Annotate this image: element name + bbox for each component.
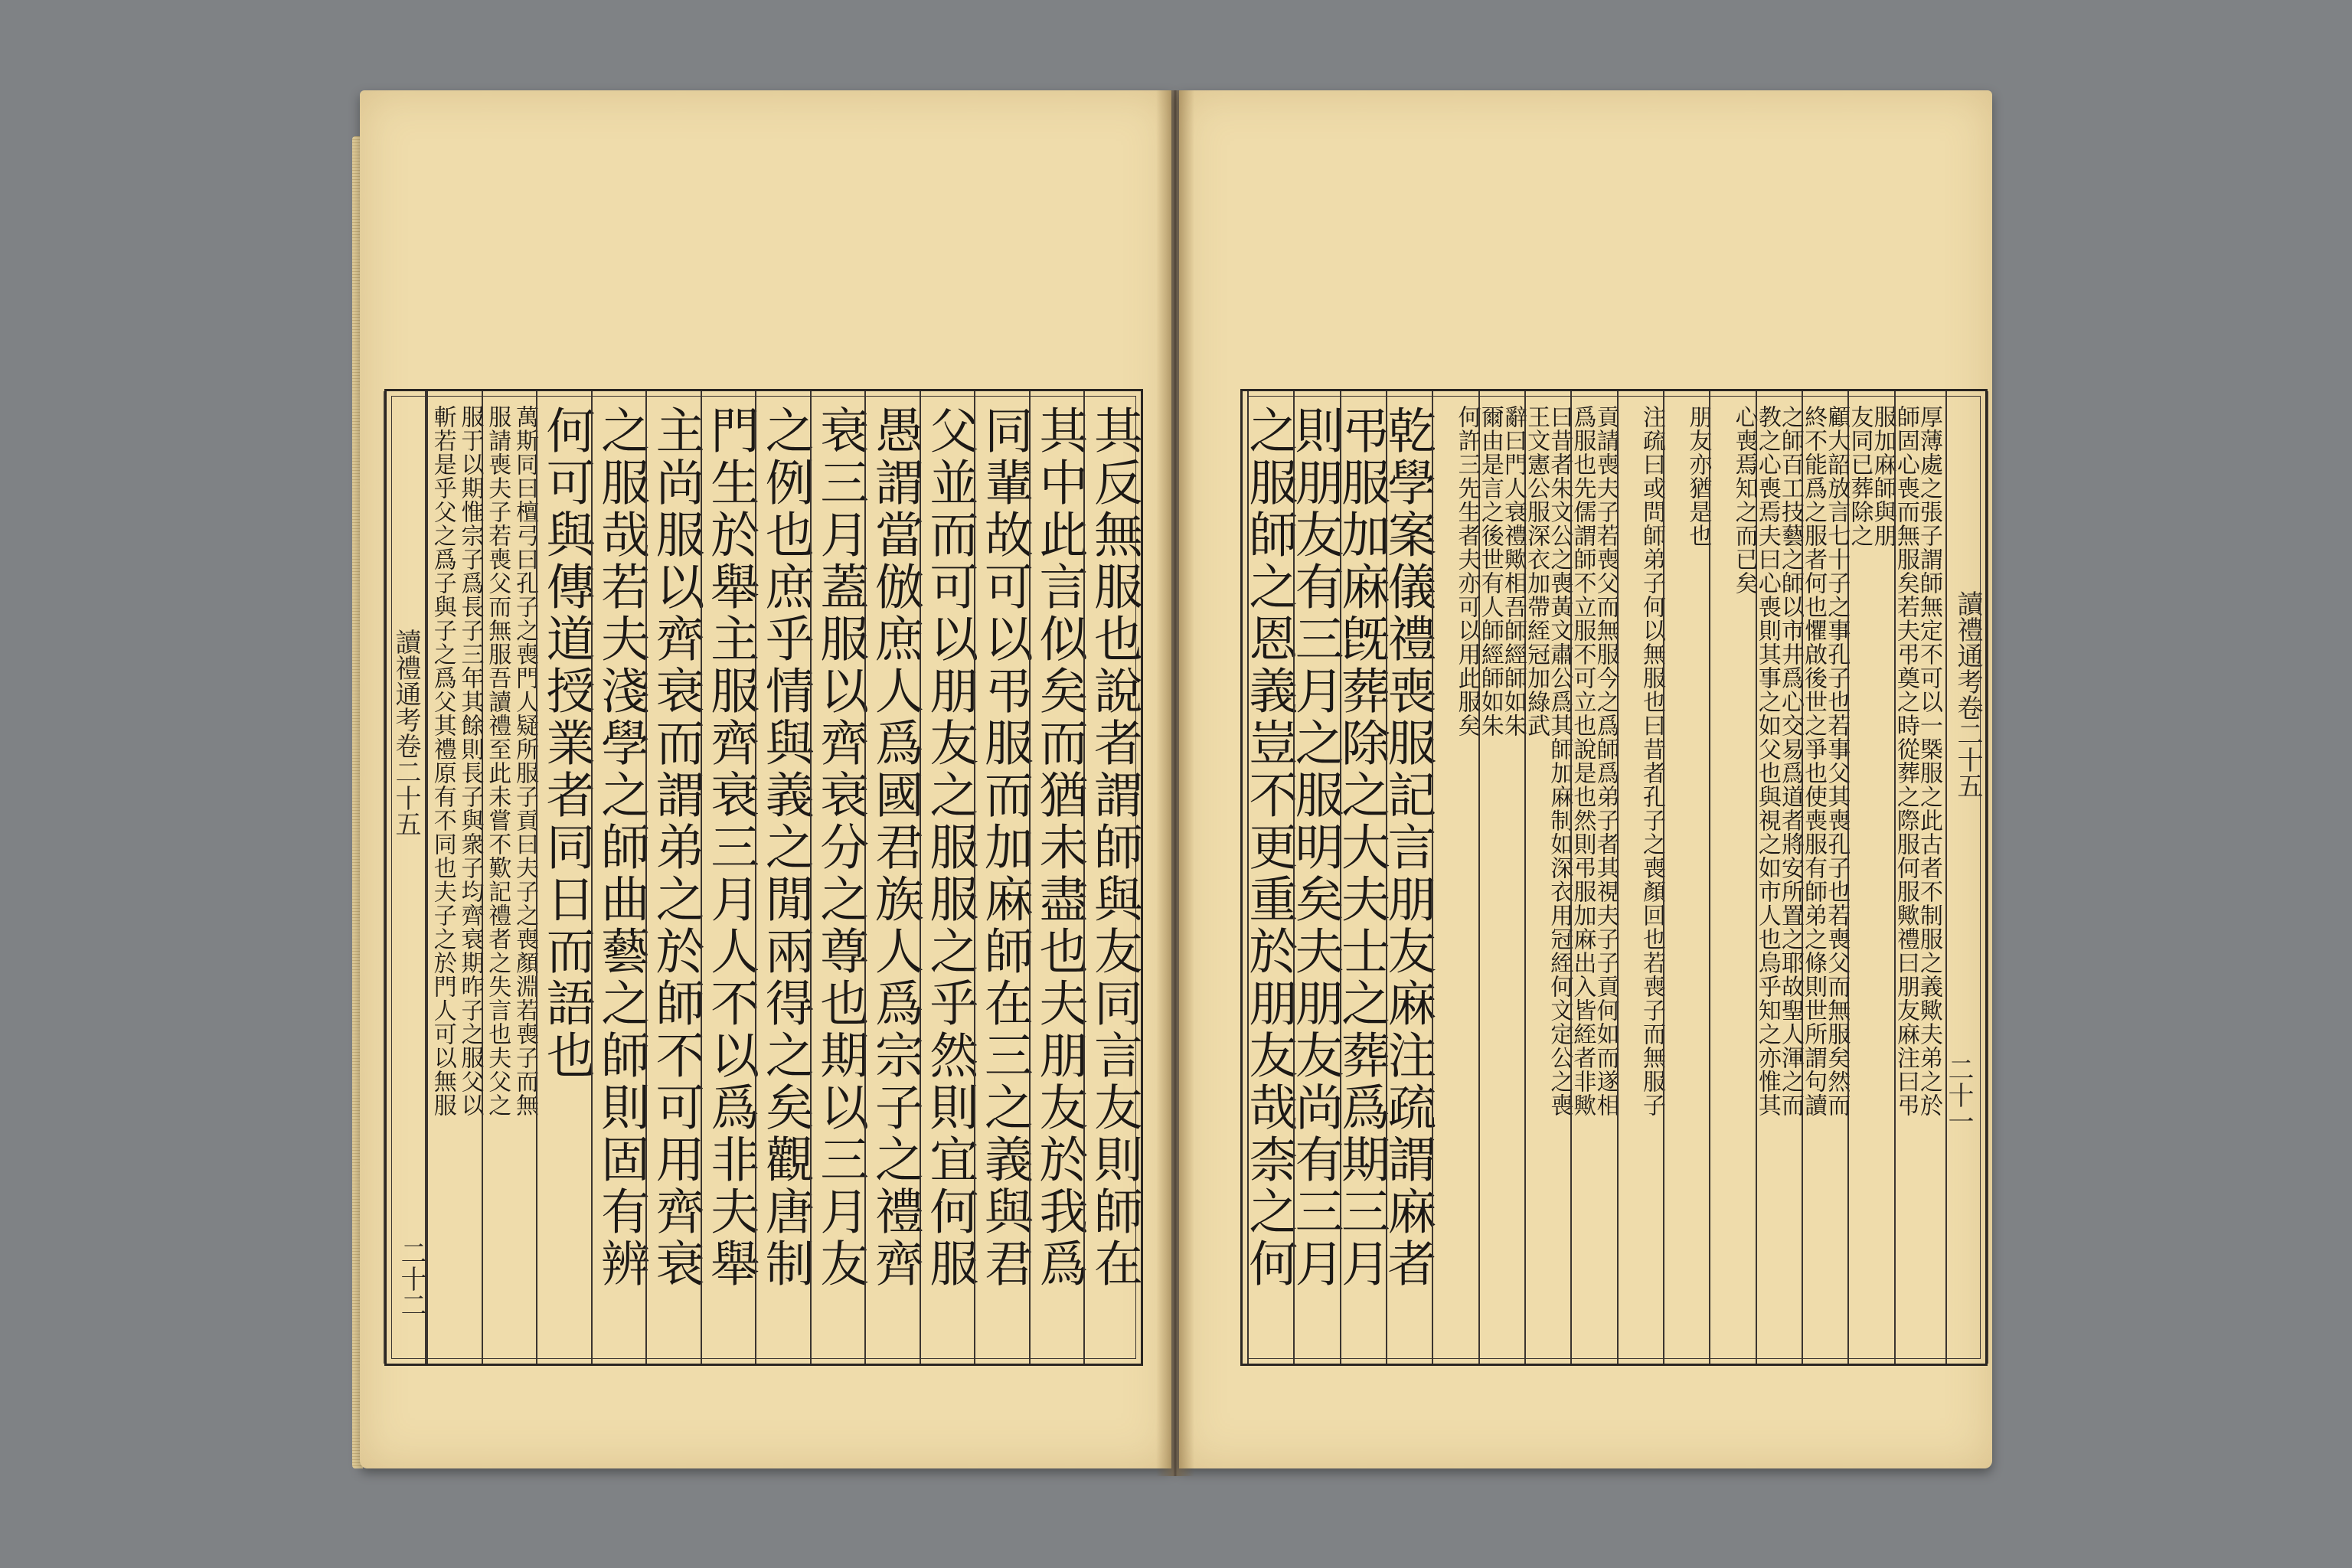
right-running-title: 讀禮通考卷二十五 bbox=[1945, 391, 1988, 1364]
right-page-number: 二十一 bbox=[1943, 1056, 1974, 1134]
right-text-column: 弔服加麻旣葬除之大夫士之葬爲期三月 bbox=[1340, 391, 1386, 1364]
book-spine bbox=[1156, 90, 1194, 1476]
right-text-column: 王文憲公服深衣加帶絰冠加綠武 bbox=[1524, 391, 1547, 1364]
right-text-column: 注疏曰或問師弟子何以無服也曰昔者孔子之喪顏回也若喪子而無服子 bbox=[1617, 391, 1663, 1364]
left-page bbox=[360, 90, 1171, 1468]
right-text-column: 爲服也先儒謂師不立服不可立也說是也然則弔服加麻出入皆絰者非歟 bbox=[1570, 391, 1593, 1364]
open-book bbox=[360, 90, 1994, 1484]
right-text-column: 之師百工技藝之師以市井爲心交易爲道者將安所置之耶故聖人渾之而 bbox=[1776, 405, 1804, 1117]
left-text-column: 服請喪夫子若喪父而無服吾讀禮至此未嘗不歎記禮者之失言也夫父之 bbox=[482, 391, 509, 1364]
right-text-column: 爾由是言之後世有人師經師如朱 bbox=[1478, 391, 1501, 1364]
right-text-column: 友同已葬除之 bbox=[1847, 391, 1870, 1364]
left-text-column: 斬若是乎父之爲子與子之爲父其禮原有不同也夫子之於門人可以無服 bbox=[426, 391, 454, 1364]
left-text-column: 同輩故可以弔服而加麻師在三之義與君 bbox=[974, 391, 1029, 1364]
right-text-column: 厚薄處之張子謂師無定不可以一槩服之此古者不制服之義歟夫弟之於 bbox=[1915, 405, 1942, 1117]
left-text-column: 門生於舉主服齊衰三月人不以爲非夫舉 bbox=[701, 391, 756, 1364]
left-text-column: 其反無服也說者謂師與友同言友則師在 bbox=[1083, 391, 1138, 1364]
right-page bbox=[1179, 90, 1992, 1468]
right-text-column: 顧大韶放言七十子之事孔子也若事父其喪孔子也若喪父而無服矣然而 bbox=[1823, 405, 1851, 1117]
left-text-frame bbox=[384, 389, 1143, 1366]
right-text-column: 則朋友有三月之服明矣夫朋友尚有三月 bbox=[1293, 391, 1339, 1364]
left-text-column: 衰三月蓋服以齊衰分之尊也期以三月友 bbox=[810, 391, 865, 1364]
right-text-column: 貢請喪夫子若喪父而無服今之爲師爲弟子者其視夫子子貢何如而遂相 bbox=[1592, 405, 1619, 1117]
right-text-column: 終不能爲之服者何也懼啟後世之爭也使喪服有師弟之條則世所謂句讀 bbox=[1802, 391, 1824, 1364]
right-text-column: 師固心喪而無服矣若夫弔奠之時從葬之際服何服歟禮曰朋友麻注曰弔 bbox=[1894, 391, 1917, 1364]
right-text-frame bbox=[1240, 389, 1988, 1366]
right-text-column: 朋友亦猶是也 bbox=[1663, 391, 1709, 1364]
right-text-column: 乾學案儀禮喪服記言朋友麻注疏謂麻者 bbox=[1386, 391, 1432, 1364]
right-text-column: 心喪焉知之而已矣 bbox=[1709, 391, 1755, 1364]
right-text-column: 何許三先生者夫亦可以用此服矣 bbox=[1432, 391, 1478, 1364]
right-text-column: 之服師之恩義豈不更重於朋友哉柰之何 bbox=[1247, 391, 1293, 1364]
right-text-column: 辭曰門人衰禮歟相吾師經師如朱 bbox=[1499, 405, 1527, 737]
left-text-column: 主尚服以齊衰而謂弟之於師不可用齊衰 bbox=[645, 391, 701, 1364]
right-text-column: 服加麻師與朋 bbox=[1869, 405, 1896, 547]
left-text-column: 之服哉若夫淺學之師曲藝之師則固有辨 bbox=[591, 391, 646, 1364]
left-running-title: 讀禮通考卷二十五 bbox=[384, 391, 426, 1364]
left-page-number: 二十二 bbox=[396, 1240, 426, 1318]
left-text-column: 父並而可以朋友之服服之乎然則宜何服 bbox=[920, 391, 975, 1364]
left-text-column: 其中此言似矣而猶未盡也夫朋友於我爲 bbox=[1029, 391, 1084, 1364]
left-text-column: 萬斯同曰檀弓曰孔子之喪門人疑所服子貢曰夫子之喪顏淵若喪子而無 bbox=[511, 405, 539, 1117]
right-text-column: 曰昔者朱文公之喪黃文肅公爲其師加麻制如深衣用冠絰何文定公之喪 bbox=[1546, 405, 1573, 1117]
left-text-column: 何可與傳道授業者同日而語也 bbox=[536, 391, 591, 1364]
left-text-column: 之例也庶乎情與義之閒兩得之矣觀唐制 bbox=[755, 391, 810, 1364]
left-text-column: 服于以期惟宗子爲長子三年其餘則長子與衆子均齊衰期昨子之服父以 bbox=[456, 405, 484, 1117]
right-text-column: 教之心喪焉夫曰心喪則其事之如父也與視之如市人也烏乎知之亦惟其 bbox=[1756, 391, 1779, 1364]
left-text-column: 愚謂當倣庶人爲國君族人爲宗子之禮齊 bbox=[864, 391, 920, 1364]
